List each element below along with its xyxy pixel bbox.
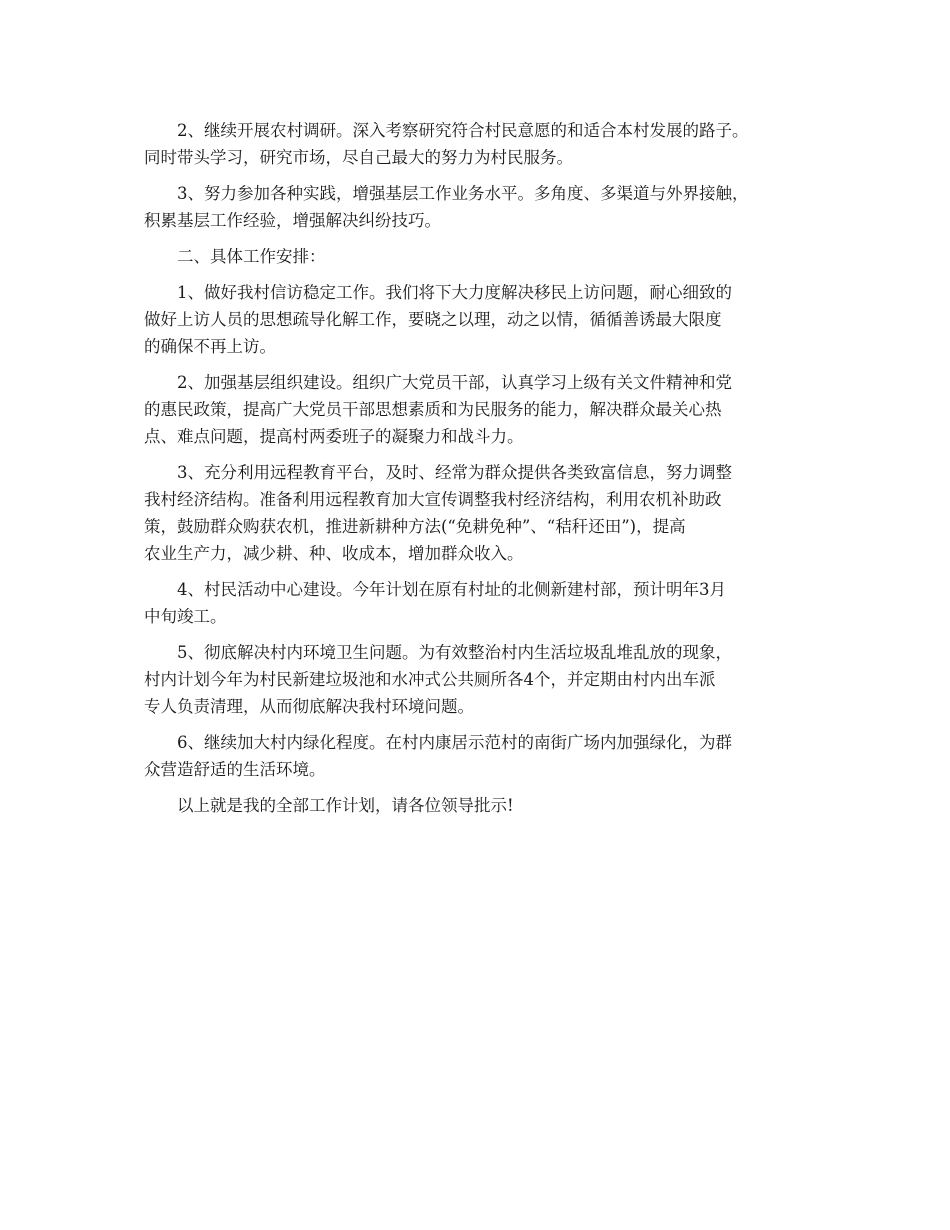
text-line: 农业生产力，减少耕、种、收成本，增加群众收入。 (144, 544, 524, 563)
text-line: 2、加强基层组织建设。组织广大党员干部，认真学习上级有关文件精神和党 (144, 373, 732, 392)
text-line: 积累基层工作经验，增强解决纠纷技巧。 (144, 211, 441, 230)
text-line: 3、充分利用远程教育平台，及时、经常为群众提供各类致富信息，努力调整 (144, 463, 732, 482)
paragraph (144, 639, 814, 720)
paragraph-gap (144, 567, 814, 576)
paragraph-gap (144, 783, 814, 792)
text-line: 同时带头学习，研究市场，尽自己最大的努力为村民服务。 (144, 148, 573, 167)
paragraph (144, 117, 814, 171)
paragraph (144, 792, 814, 819)
paragraph-gap (144, 270, 814, 279)
text-line: 3、努力参加各种实践，增强基层工作业务水平。多角度、多渠道与外界接触， (144, 184, 749, 203)
text-line: 村内计划今年为村民新建垃圾池和水冲式公共厕所各4个，并定期由村内出车派 (144, 670, 716, 689)
paragraph (144, 729, 814, 783)
paragraph-gap (144, 630, 814, 639)
text-line: 二、具体工作安排： (144, 247, 326, 266)
paragraph-gap (144, 234, 814, 243)
document-body (144, 117, 814, 819)
paragraph (144, 279, 814, 360)
text-line: 众营造舒适的生活环境。 (144, 760, 326, 779)
text-line: 我村经济结构。准备利用远程教育加大宣传调整我村经济结构，利用农机补助政 (144, 490, 722, 509)
paragraph-gap (144, 450, 814, 459)
text-line: 策，鼓励群众购获农机，推进新耕种方法(“免耕免种”、“秸秆还田”)，提高 (144, 517, 686, 536)
text-line: 的惠民政策，提高广大党员干部思想素质和为民服务的能力，解决群众最关心热 (144, 400, 722, 419)
paragraph-gap (144, 360, 814, 369)
paragraph-gap (144, 171, 814, 180)
paragraph (144, 459, 814, 567)
text-line: 的确保不再上访。 (144, 337, 276, 356)
paragraph (144, 369, 814, 450)
text-line: 4、村民活动中心建设。今年计划在原有村址的北侧新建村部，预计明年3月 (144, 580, 726, 599)
text-line: 中旬竣工。 (144, 607, 227, 626)
text-line: 6、继续加大村内绿化程度。在村内康居示范村的南街广场内加强绿化，为群 (144, 733, 732, 752)
text-line: 5、彻底解决村内环境卫生问题。为有效整治村内生活垃圾乱堆乱放的现象， (144, 643, 732, 662)
text-line: 专人负责清理，从而彻底解决我村环境问题。 (144, 697, 474, 716)
text-line: 以上就是我的全部工作计划，请各位领导批示! (144, 796, 514, 815)
text-line: 做好上访人员的思想疏导化解工作，要晓之以理，动之以情，循循善诱最大限度 (144, 310, 722, 329)
text-line: 1、做好我村信访稳定工作。我们将下大力度解决移民上访问题，耐心细致的 (144, 283, 732, 302)
paragraph (144, 576, 814, 630)
text-line: 点、难点问题，提高村两委班子的凝聚力和战斗力。 (144, 427, 524, 446)
paragraph (144, 243, 814, 270)
paragraph-gap (144, 720, 814, 729)
paragraph (144, 180, 814, 234)
text-line: 2、继续开展农村调研。深入考察研究符合村民意愿的和适合本村发展的路子。 (144, 121, 749, 140)
